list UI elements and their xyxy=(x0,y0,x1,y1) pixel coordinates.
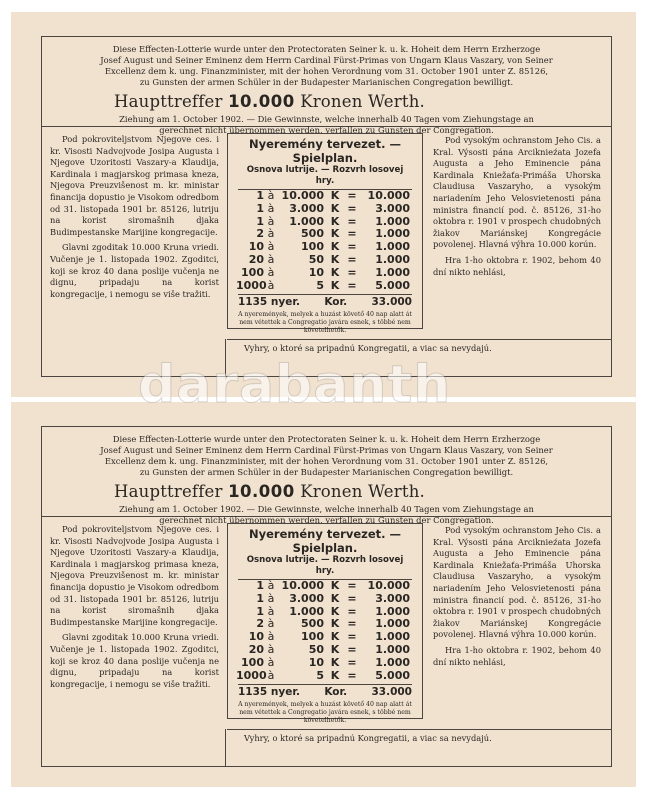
plan-title: Nyeremény tervezet. — Spielplan. xyxy=(249,527,401,555)
plan-subtitle: Osnova lutrije. — Rozvrh losovej hry. xyxy=(238,165,412,190)
plan-row: 1 à 3.000 K = 3.000 xyxy=(256,201,410,215)
draw-date-text: Ziehung am 1. October 1902. — Die Gewinnste, welche innerhalb 40 Tagen vom Ziehungstage an gerechnet nicht übernommen werden, verfallen zu Gunsten der Congregation. xyxy=(119,114,534,135)
main-prize-title: Haupttreffer 10.000 Kronen Werth. xyxy=(114,482,425,501)
main-prize-title: Haupttreffer 10.000 Kronen Werth. xyxy=(114,92,425,111)
header-line: Josef August und Seiner Eminenz dem Herrn Cardinal Fürst-Primas von Ungarn Klaus Vaszary, von Seiner xyxy=(100,55,553,65)
header-line: Josef August und Seiner Eminenz dem Herrn Cardinal Fürst-Primas von Ungarn Klaus Vaszary, von Seiner xyxy=(100,445,553,455)
prize-plan-table xyxy=(227,523,423,724)
plan-total: 1135 nyer. Kor. 33.000 xyxy=(238,296,412,309)
plan-title: Nyeremény tervezet. — Spielplan. xyxy=(249,137,401,165)
slovak-footer: Vyhry, o ktoré sa pripadnú Kongregatii, a viac sa nevydajú. xyxy=(244,343,492,353)
croatian-text: Pod pokroviteljstvom Njegove ces. i kr. Visosti Nadvojvode Josipa Augusta i Njegove Uzoritosti Vaszary-a Klaudija, Kardinala i magjarskog primasa kneza, Njegova Preuzvišenost m. kr. ministar financija dopustio je Visokom odredbom od 31. listopada 1901 br. 85126, lutriju na korist siromašnih djaka Budimpestanske Marijine kongregacije. Glavni zgoditak 10.000 Kruna vriedi. Vučenje je 1. listopada 1902. Zgoditci, koji se kroz 40 dana poslije vučenja ne dignu, pripadaju na korist kongregacije, i nemogu se više tražiti. xyxy=(50,524,219,689)
plan-row: 1 à 1.000 K = 1.000 xyxy=(256,214,410,228)
plan-row: 1000 à 5 K = 5.000 xyxy=(236,668,410,682)
slovak-text: Pod vysokým ochranstom Jeho Cis. a Kral. Výsosti pána Arciknieźata Jozefa Augusta a Jeho Eminencie pána Kardinala Kniežaťa-Primáša Uhorska Claudiusa Vaszaryho, a vysokým nariadením Jeho Velosvietenosti pána ministra financií pod. č. 85126, 31-ho oktobra r. 1901 v prospech chudobných žiakov Mariánskej Kongregácie povolenej. Hlavná výhra 10.000 korún. Hra 1-ho oktobra r. 1902, behom 40 dní nikto nehlási, xyxy=(433,525,601,667)
plan-subtitle: Osnova lutrije. — Rozvrh losovej hry. xyxy=(238,555,412,580)
plan-row: 20 à 50 K = 1.000 xyxy=(248,642,410,656)
header-line: Diese Effecten-Lotterie wurde unter den Protectoraten Seiner k. u. k. Hoheit dem Herrn Erzherzoge xyxy=(112,434,541,444)
lottery-ticket-top xyxy=(11,12,636,397)
divider xyxy=(227,729,611,730)
plan-row: 1 à 10.000 K = 10.000 xyxy=(256,189,410,202)
divider xyxy=(227,339,611,340)
slovak-footer: Vyhry, o ktoré sa pripadnú Kongregatii, a viac sa nevydajú. xyxy=(244,733,492,743)
draw-date-text: Ziehung am 1. October 1902. — Die Gewinnste, welche innerhalb 40 Tagen vom Ziehungstage an gerechnet nicht übernommen werden, verfallen zu Gunsten der Congregation. xyxy=(119,504,534,525)
ticket-header xyxy=(42,37,611,135)
plan-row: 100 à 10 K = 1.000 xyxy=(241,265,410,279)
plan-total: 1135 nyer. Kor. 33.000 xyxy=(238,686,412,699)
plan-row: 1 à 10.000 K = 10.000 xyxy=(256,579,410,592)
plan-row: 2 à 500 K = 1.000 xyxy=(256,227,410,241)
plan-row: 100 à 10 K = 1.000 xyxy=(241,655,410,669)
plan-row: 2 à 500 K = 1.000 xyxy=(256,617,410,631)
prize-plan-table xyxy=(227,133,423,334)
plan-row: 1 à 1.000 K = 1.000 xyxy=(256,604,410,618)
header-line: Diese Effecten-Lotterie wurde unter den Protectoraten Seiner k. u. k. Hoheit dem Herrn Erzherzoge xyxy=(112,44,541,54)
divider xyxy=(225,729,226,766)
plan-note: A nyeremények, melyek a huzást követő 40 nap alatt át nem vétettek a Congregatio javára esnek, s többé nem követelhetők. xyxy=(238,701,412,724)
header-line: zu Gunsten der armen Schüler in der Budapester Marianischen Congregation bewilligt. xyxy=(139,77,514,87)
header-line: Excellenz dem k. ung. Finanzminister, mit der hohen Verordnung vom 31. October 1901 unter Z. 85126, xyxy=(104,66,549,76)
plan-note: A nyeremények, melyek a huzást követő 40 nap alatt át nem vétettek a Congregatio javára esnek, s többé nem követelhetők. xyxy=(238,311,412,334)
lottery-ticket-bottom xyxy=(11,402,636,787)
plan-row: 10 à 100 K = 1.000 xyxy=(248,240,410,254)
slovak-text: Pod vysokým ochranstom Jeho Cis. a Kral. Výsosti pána Arciknieźata Jozefa Augusta a Jeho Eminencie pána Kardinala Kniežaťa-Primáša Uhorska Claudiusa Vaszaryho, a vysokým nariadením Jeho Velosvietenosti pána ministra financií pod. č. 85126, 31-ho oktobra r. 1901 v prospech chudobných žiakov Mariánskej Kongregácie povolenej. Hlavná výhra 10.000 korún. Hra 1-ho oktobra r. 1902, behom 40 dní nikto nehlási, xyxy=(433,135,601,277)
watermark: darabanth xyxy=(138,355,452,415)
ticket-header xyxy=(42,427,611,525)
plan-row: 20 à 50 K = 1.000 xyxy=(248,252,410,266)
header-line: zu Gunsten der armen Schüler in der Budapester Marianischen Congregation bewilligt. xyxy=(139,467,514,477)
plan-row: 1000 à 5 K = 5.000 xyxy=(236,278,410,292)
ticket-frame xyxy=(41,426,612,767)
header-line: Excellenz dem k. ung. Finanzminister, mit der hohen Verordnung vom 31. October 1901 unter Z. 85126, xyxy=(104,456,549,466)
ticket-frame xyxy=(41,36,612,377)
croatian-text: Pod pokroviteljstvom Njegove ces. i kr. Visosti Nadvojvode Josipa Augusta i Njegove Uzoritosti Vaszary-a Klaudija, Kardinala i magjarskog primasa kneza, Njegova Preuzvišenost m. kr. ministar financija dopustio je Visokom odredbom od 31. listopada 1901 br. 85126, lutriju na korist siromašnih djaka Budimpestanske Marijine kongregacije. Glavni zgoditak 10.000 Kruna vriedi. Vučenje je 1. listopada 1902. Zgoditci, koji se kroz 40 dana poslije vučenja ne dignu, pripadaju na korist kongregacije, i nemogu se više tražiti. xyxy=(50,134,219,299)
plan-row: 10 à 100 K = 1.000 xyxy=(248,630,410,644)
plan-row: 1 à 3.000 K = 3.000 xyxy=(256,591,410,605)
